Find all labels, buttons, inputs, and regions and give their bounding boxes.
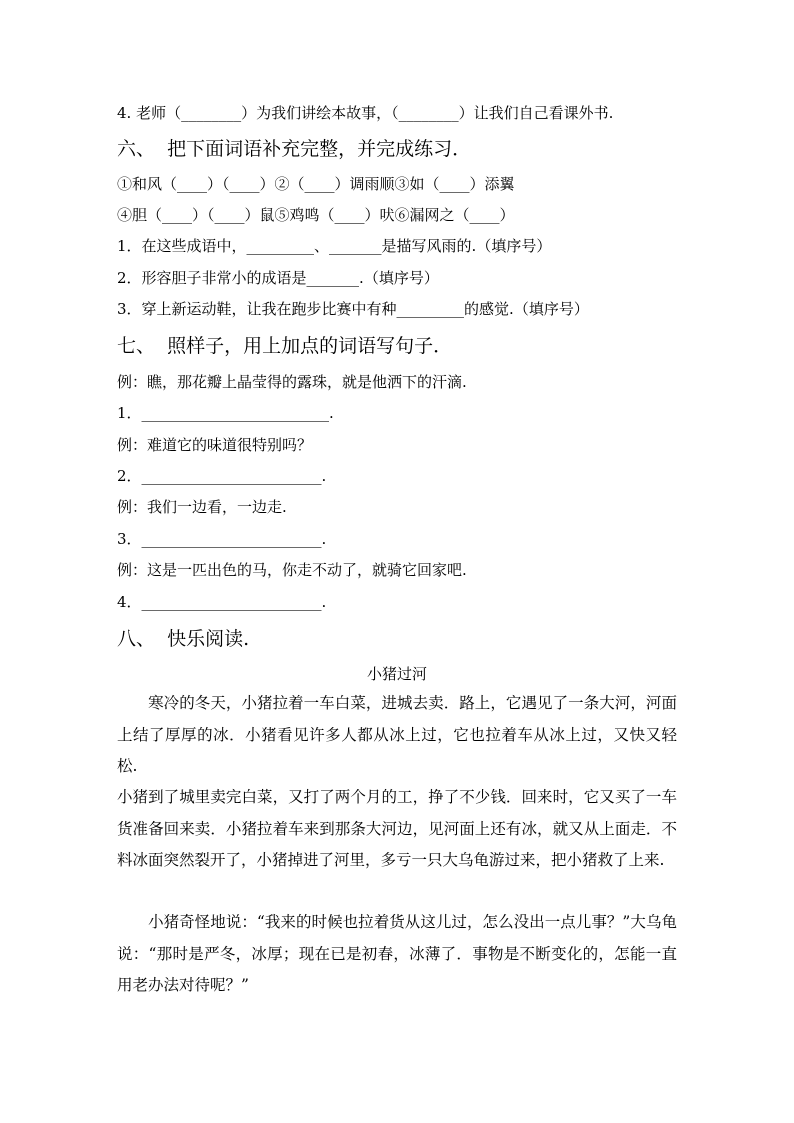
story-paragraph-3: 小猪奇怪地说：“我来的时候也拉着货从这儿过，怎么没出一点儿事？”大乌龟说：“那时是严冬，冰厚；现在已是初春，冰薄了．事物是不断变化的，怎能一直用老办法对待呢？” — [117, 913, 677, 994]
answer-line-2: 2．________________________. — [117, 467, 327, 485]
answer-line-4: 4．________________________. — [117, 593, 327, 611]
section-6-question-2: 2．形容胆子非常小的成语是_______.（填序号） — [117, 269, 439, 287]
story-paragraph-2: 小猪到了城里卖完白菜，又打了两个月的工，挣了不少钱．回来时，它又买了一车货准备回来卖．小猪拉着车来到那条大河边，见河面上还有冰，就又从上面走．不料冰面突然裂开了，小猪掉进了河里，多亏一只大乌龟游过来，把小猪救了上来. — [117, 788, 677, 869]
example-1: 例：瞧，那花瓣上晶莹得的露珠，就是他洒下的汗滴. — [117, 373, 467, 391]
idioms-line-1: ①和风（____）（____）②（____）调雨顺③如（____）添翼 — [117, 175, 515, 193]
example-3: 例：我们一边看，一边走. — [117, 498, 287, 516]
section-8-heading: 八、 快乐阅读. — [117, 628, 250, 650]
question-4-teacher: 4. 老师（________）为我们讲绘本故事，（________）让我们自己看课外书. — [117, 104, 614, 122]
answer-line-1: 1．_________________________. — [117, 404, 334, 422]
example-4: 例：这是一匹出色的马，你走不动了，就骑它回家吧. — [117, 561, 467, 579]
section-6-question-1: 1．在这些成语中，_________、_______是描写风雨的.（填序号） — [117, 237, 552, 255]
section-6-question-3: 3．穿上新运动鞋，让我在跑步比赛中有种_________的感觉.（填序号） — [117, 300, 589, 318]
story-paragraph-1: 寒冷的冬天，小猪拉着一车白菜，进城去卖．路上，它遇见了一条大河，河面上结了厚厚的冰．小猪看见许多人都从冰上过，它也拉着车从冰上过，又快又轻松. — [117, 694, 677, 775]
answer-line-3: 3．________________________. — [117, 530, 327, 548]
section-7-heading: 七、 照样子，用上加点的词语写句子． — [117, 335, 453, 357]
idioms-line-2: ④胆（____）（____）鼠⑤鸡鸣（____）吠⑥漏网之（____） — [117, 206, 515, 224]
story-title: 小猪过河 — [366, 665, 427, 683]
example-2: 例：难道它的味道很特别吗？ — [117, 436, 313, 454]
section-6-heading: 六、 把下面词语补充完整，并完成练习． — [117, 138, 472, 160]
